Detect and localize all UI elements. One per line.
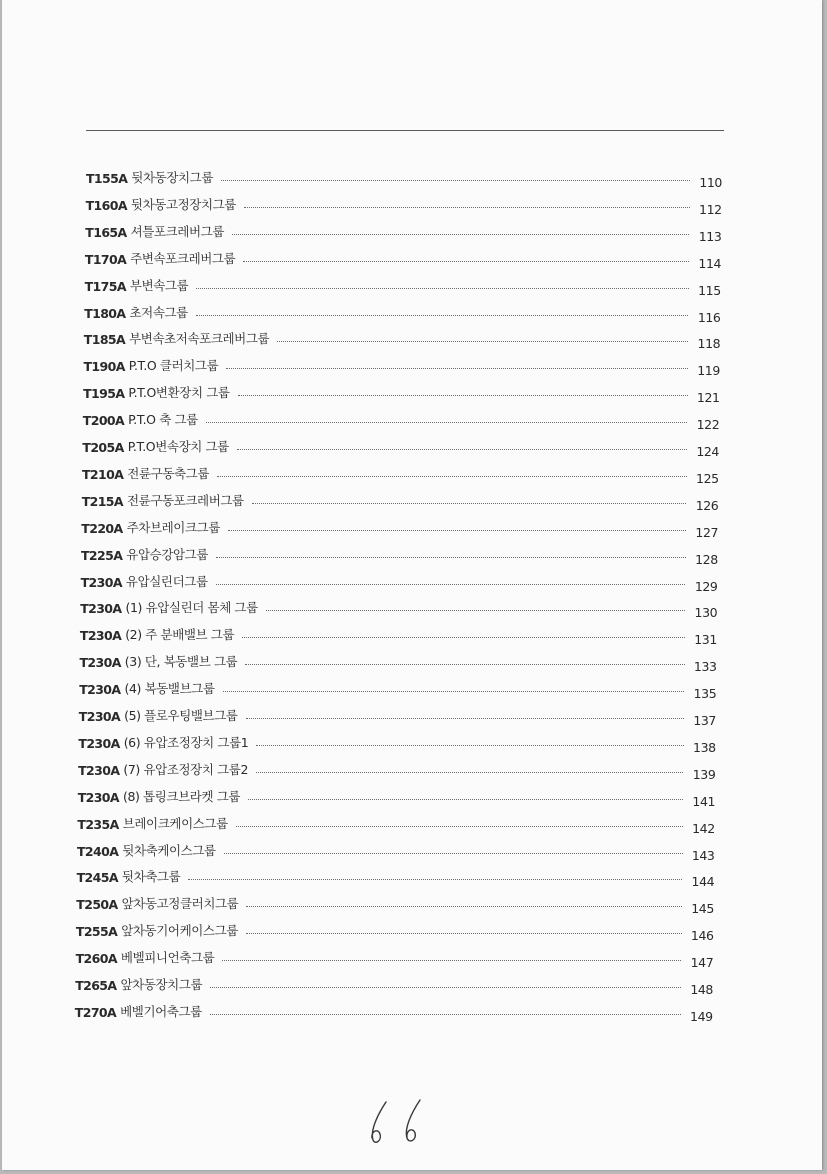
toc-entry <box>75 948 714 971</box>
toc-entry <box>81 518 719 540</box>
toc-entry-title: 주차브레이크그룹 <box>126 519 220 535</box>
dot-leader <box>238 395 688 396</box>
toc-entry-code: T255A <box>75 924 118 940</box>
toc-entry-title: 뒷차동장치그룹 <box>131 170 214 185</box>
toc-entry <box>77 814 715 836</box>
toc-entry-page-number: 145 <box>691 901 714 917</box>
toc-entry <box>81 491 719 513</box>
toc-entry <box>83 356 720 379</box>
dot-leader <box>216 557 686 558</box>
toc-entry-title: 앞차동장치그룹 <box>120 977 203 992</box>
toc-entry <box>82 464 719 486</box>
toc-entry-page-number: 112 <box>699 201 722 217</box>
toc-entry-title: 브레이크케이스그룹 <box>122 815 228 831</box>
toc-entry-page-number: 131 <box>694 632 717 648</box>
toc-entry-code: T260A <box>75 951 117 967</box>
dot-leader <box>243 261 689 262</box>
toc-entry-title: (6) 유압조정장치 그룹1 <box>123 734 249 750</box>
toc-entry-code: T225A <box>81 547 123 563</box>
toc-entry-code: T230A <box>79 628 122 644</box>
toc-entry <box>77 841 715 863</box>
dot-leader <box>210 1014 681 1015</box>
dot-leader <box>188 879 682 880</box>
dot-leader <box>196 315 689 316</box>
toc-entry-title: 부변속그룹 <box>129 277 189 293</box>
toc-entry-page-number: 133 <box>693 659 717 675</box>
toc-entry-code: T245A <box>76 870 118 886</box>
toc-entry-title: 앞차동기어케이스그룹 <box>121 923 238 939</box>
toc-entry-code: T240A <box>77 843 119 859</box>
dot-leader <box>223 691 685 692</box>
dot-leader <box>256 745 683 746</box>
toc-entry <box>86 168 722 190</box>
toc-entry-code: T270A <box>74 1004 117 1020</box>
toc-entry <box>75 975 713 997</box>
toc-entry <box>75 921 714 944</box>
toc-entry-page-number: 110 <box>699 175 722 190</box>
toc-entry-page-number: 122 <box>696 417 720 433</box>
dot-leader <box>277 341 688 342</box>
toc-entry-title: (8) 톱링크브라켓 그룹 <box>122 788 241 804</box>
toc-entry-title: 유압승강암그룹 <box>126 546 209 562</box>
toc-entry-page-number: 114 <box>698 255 722 271</box>
toc-entry-title: P.T.O 클러치그룹 <box>128 358 219 374</box>
toc-entry-code: T215A <box>81 493 123 509</box>
handwritten-page-number <box>362 1098 432 1146</box>
toc-entry-title: 베벨기어축그룹 <box>120 1003 202 1019</box>
toc-entry-code: T180A <box>84 305 126 321</box>
toc-entry <box>85 195 722 217</box>
toc-entry-title: P.T.O변속장치 그룹 <box>127 439 229 454</box>
toc-entry-title: 초저속그룹 <box>129 304 188 320</box>
toc-entry-page-number: 125 <box>696 470 719 486</box>
toc-entry-code: T165A <box>85 224 127 240</box>
toc-entry-code: T175A <box>84 278 126 294</box>
dot-leader <box>210 987 681 988</box>
dot-leader <box>222 960 681 961</box>
toc-entry <box>80 572 718 594</box>
toc-entry-code: T205A <box>82 440 124 455</box>
toc-entry <box>79 652 717 675</box>
toc-entry-title: 주변속포크레버그룹 <box>130 250 236 266</box>
toc-entry-page-number: 113 <box>698 228 722 244</box>
toc-entry-code: T155A <box>86 171 128 186</box>
toc-entry <box>78 733 716 755</box>
toc-entry <box>84 276 721 298</box>
toc-entry-title: 베벨피니언축그룹 <box>120 950 215 966</box>
toc-entry-title: (5) 플로우팅밸브그룹 <box>124 708 238 723</box>
toc-entry-page-number: 143 <box>691 847 715 863</box>
toc-entry-code: T200A <box>82 413 125 429</box>
toc-entry-page-number: 137 <box>693 713 716 728</box>
dot-leader <box>237 449 687 450</box>
toc-entry-title: (1) 유압실린더 몸체 그룹 <box>125 600 258 616</box>
toc-entry-title: 뒷차축케이스그룹 <box>122 842 216 858</box>
toc-entry <box>83 329 721 352</box>
toc-entry <box>76 867 715 890</box>
toc-entry-code: T190A <box>83 359 125 375</box>
toc-entry-code: T160A <box>85 197 127 213</box>
toc-entry-page-number: 149 <box>690 1008 713 1024</box>
toc-entry <box>82 437 719 459</box>
toc-entry-code: T220A <box>81 520 123 536</box>
toc-entry-title: 셔틀포크레버그룹 <box>130 223 224 239</box>
toc-entry-code: T230A <box>80 574 122 590</box>
toc-entry <box>78 706 716 728</box>
toc-entry-title: 앞차동고정클러치그룹 <box>121 896 239 912</box>
dot-leader <box>252 503 687 504</box>
toc-entry-page-number: 138 <box>693 739 716 755</box>
toc-entry-page-number: 116 <box>697 309 721 325</box>
toc-entry-title: 전륜구동포크레버그룹 <box>126 492 244 508</box>
toc-entry-title: (2) 주 분배밸브 그룹 <box>125 627 235 643</box>
toc-entry-title: (3) 단, 복동밸브 그룹 <box>124 654 238 670</box>
toc-entry-code: T230A <box>80 601 122 617</box>
toc-entry-code: T230A <box>78 709 121 724</box>
toc-entry <box>79 625 717 648</box>
toc-entry <box>78 760 716 782</box>
toc-entry-code: T230A <box>78 762 120 778</box>
toc-entry-title: (7) 유압조정장치 그룹2 <box>123 761 248 777</box>
toc-entry-page-number: 127 <box>695 524 719 540</box>
toc-entry-page-number: 129 <box>694 578 718 594</box>
toc-entry <box>80 598 718 621</box>
toc-entry-code: T170A <box>84 251 127 267</box>
dot-leader <box>266 610 685 611</box>
toc-entry-page-number: 115 <box>698 282 721 298</box>
dot-leader <box>206 422 688 423</box>
toc-entry-code: T230A <box>79 655 121 671</box>
toc-entry-title: 뒷차동고정장치그룹 <box>130 196 236 212</box>
toc-entry-title: P.T.O 축 그룹 <box>128 412 198 428</box>
toc-entry-code: T230A <box>77 789 119 805</box>
toc-entry <box>77 787 716 809</box>
toc-entry-title: 뒷차축그룹 <box>121 869 181 885</box>
toc-entry-title: P.T.O변환장치 그룹 <box>128 385 230 401</box>
dot-leader <box>248 799 683 800</box>
toc-entry <box>84 249 722 271</box>
toc-entry <box>76 894 714 917</box>
toc-entry-title: 전륜구동축그룹 <box>127 465 210 481</box>
dot-leader <box>242 637 685 638</box>
toc-entry-title: 부변속초저속포크레버그룹 <box>129 331 270 347</box>
toc-entry <box>85 222 722 244</box>
toc-entry-code: T195A <box>83 386 125 402</box>
dot-leader <box>232 234 689 235</box>
toc-entry-code: T265A <box>75 978 117 993</box>
toc-entry <box>84 303 721 325</box>
toc-entry <box>82 410 720 433</box>
dot-leader <box>224 853 683 854</box>
toc-entry-page-number: 128 <box>695 551 718 567</box>
toc-entry-page-number: 148 <box>690 982 713 997</box>
dot-leader <box>246 933 682 934</box>
toc-entry-title: (4) 복동밸브그룹 <box>124 681 215 697</box>
dot-leader <box>196 288 689 289</box>
toc-entry-page-number: 144 <box>691 874 715 890</box>
dot-leader <box>236 826 683 827</box>
toc-entry-page-number: 121 <box>696 390 720 406</box>
toc-entry-code: T210A <box>82 466 124 482</box>
toc-entry-title: 유압실린더그룹 <box>125 573 208 589</box>
toc-entry-code: T235A <box>77 816 119 832</box>
dot-leader <box>246 906 682 907</box>
toc-entry-page-number: 124 <box>696 444 719 459</box>
dot-leader <box>221 180 690 181</box>
toc-entry-code: T230A <box>79 682 121 698</box>
toc-entry-page-number: 146 <box>690 928 714 944</box>
toc-entry <box>79 679 717 702</box>
toc-entry-page-number: 118 <box>697 336 721 352</box>
toc-entry <box>74 1002 713 1024</box>
toc-entry <box>83 383 720 406</box>
toc-entry-page-number: 139 <box>692 766 716 782</box>
toc-entry-page-number: 142 <box>692 820 715 836</box>
dot-leader <box>216 584 686 585</box>
dot-leader <box>246 718 684 719</box>
dot-leader <box>244 207 690 208</box>
dot-leader <box>245 664 684 665</box>
toc-entry-page-number: 130 <box>694 605 718 621</box>
dot-leader <box>217 476 687 477</box>
toc-entry-page-number: 141 <box>692 793 716 809</box>
dot-leader <box>228 530 686 531</box>
toc-entry-code: T230A <box>78 735 120 751</box>
toc-entry-page-number: 147 <box>690 955 714 971</box>
toc-entry-page-number: 135 <box>693 686 717 702</box>
toc-entry-code: T185A <box>83 332 126 348</box>
toc-entry-code: T250A <box>76 897 118 913</box>
dot-leader <box>256 772 683 773</box>
toc-entry-page-number: 126 <box>695 497 719 513</box>
toc-entry <box>81 545 718 567</box>
dot-leader <box>226 368 688 369</box>
toc-entry-page-number: 119 <box>697 363 720 379</box>
